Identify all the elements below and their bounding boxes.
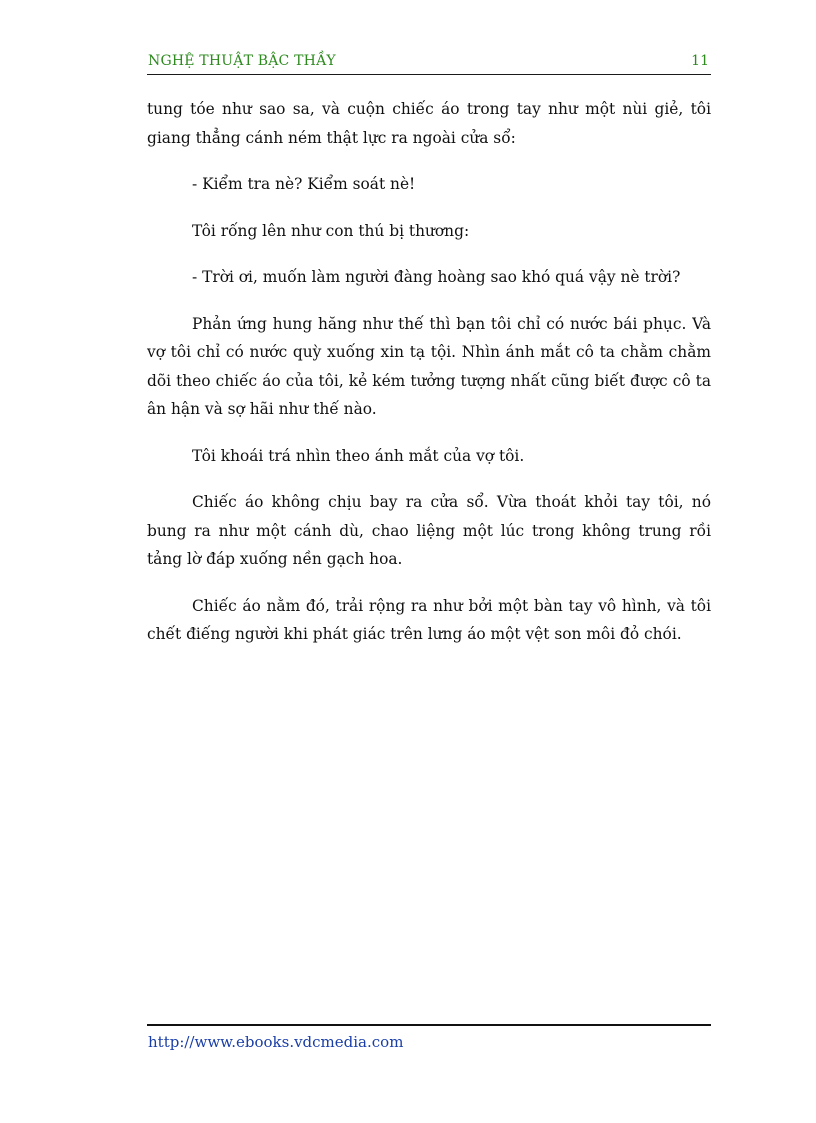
- page-header: [147, 52, 711, 75]
- paragraph: Chiếc áo không chịu bay ra cửa sổ. Vừa thoát khỏi tay tôi, nó bung ra như một cánh dù, chao liệng một lúc trong không trung rồi tảng lờ đáp xuống nền gạch hoa.: [147, 493, 711, 568]
- footer-link[interactable]: http://www.ebooks.vdcmedia.com: [148, 1033, 404, 1051]
- paragraph: Tôi khoái trá nhìn theo ánh mắt của vợ tôi.: [192, 446, 525, 465]
- footer-divider: [147, 1024, 711, 1026]
- paragraph: Phản ứng hung hăng như thế thì bạn tôi chỉ có nước bái phục. Và vợ tôi chỉ có nước quỳ xuống xin tạ tội. Nhìn ánh mắt cô ta chằm chằm dõi theo chiếc áo của tôi, kẻ kém tưởng tượng nhất cũng biết được cô ta ân hận và sợ hãi như thế nào.: [147, 314, 711, 418]
- paragraph-dialogue: - Trời ơi, muốn làm người đàng hoàng sao khó quá vậy nè trời?: [192, 268, 681, 286]
- paragraph-dialogue: - Kiểm tra nè? Kiểm soát nè!: [192, 175, 416, 193]
- book-title: NGHỆ THUẬT BẬC THẦY: [148, 53, 336, 69]
- paragraph: Chiếc áo nằm đó, trải rộng ra như bởi một bàn tay vô hình, và tôi chết điếng người khi phát giác trên lưng áo một vệt son môi đỏ chói.: [147, 596, 711, 643]
- paragraph-continued: tung tóe như sao sa, và cuộn chiếc áo trong tay như một nùi giẻ, tôi giang thẳng cánh ném thật lực ra ngoài cửa sổ:: [147, 100, 711, 147]
- page-number: 11: [691, 53, 709, 69]
- body-text: [147, 95, 711, 667]
- paragraph: Tôi rống lên như con thú bị thương:: [192, 221, 470, 240]
